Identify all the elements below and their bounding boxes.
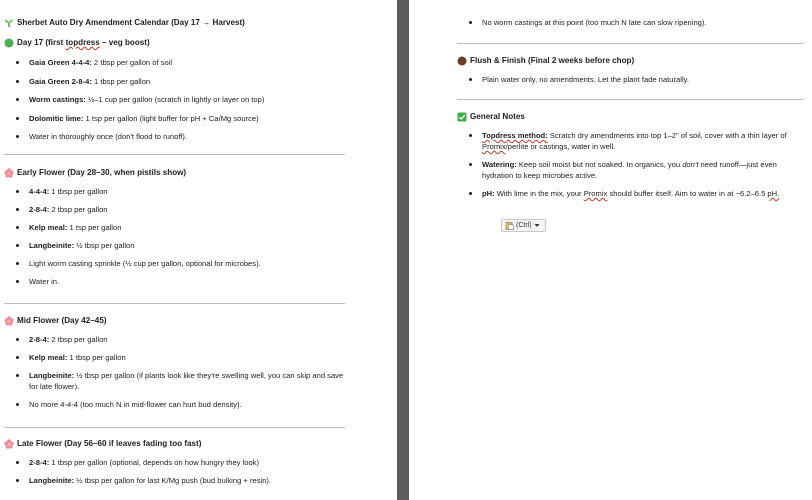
document-title [4, 17, 245, 29]
section-mid-flower [4, 315, 344, 410]
section-flush-list [457, 74, 807, 85]
list-item: Langbeinite: ½ tbsp per gallon [4, 240, 344, 251]
list-item: Langbeinite: ½ tbsp per gallon for last K/Mg push (bud bulking + resin). [4, 475, 344, 486]
list-item: Gaia Green 2-8-4: 1 tbsp per gallon [4, 76, 344, 87]
list-item: No worm castings at this point (too much N late can slow ripening). [457, 17, 807, 28]
chevron-down-icon [534, 223, 540, 228]
list-item: Watering: Keep soil moist but not soaked. In organics, you don't need runoff—just even hydration to keep microbes active. [457, 159, 807, 181]
check-box-icon [457, 112, 467, 122]
section-divider [4, 303, 345, 304]
paste-options-label: (Ctrl) [516, 222, 532, 229]
section-day17-list [4, 57, 344, 142]
heading-text: Day 17 (first topdress – veg boost) [17, 38, 150, 47]
page-gap [397, 0, 409, 500]
heading-text: Late Flower (Day 56–60 if leaves fading too fast) [17, 439, 202, 448]
list-item: 2-8-4: 2 tbsp per gallon [4, 204, 344, 215]
paste-options-button[interactable] [501, 219, 546, 232]
section-flush-heading [457, 55, 807, 67]
flower-icon [4, 316, 14, 326]
heading-text: Mid Flower (Day 42–45) [17, 316, 107, 325]
section-day17-heading [4, 37, 344, 49]
list-item: Langbeinite: ½ tbsp per gallon (if plants look like they're swelling well, you can skip and save for late flower). [4, 370, 344, 392]
list-item: pH: With lime in the mix, your Promix should buffer itself. Aim to water in at ~6.2–6.5 pH. [457, 188, 807, 199]
list-item: Water in thoroughly once (don't flood to runoff). [4, 131, 344, 142]
section-early-flower [4, 167, 344, 287]
heading-text: Early Flower (Day 28–30, when pistils show) [17, 168, 187, 177]
heading-text: Flush & Finish (Final 2 weeks before chop) [470, 56, 635, 65]
list-item: Light worm casting sprinkle (½ cup per gallon, optional for microbes). [4, 258, 344, 269]
list-item: No more 4-4-4 (too much N in mid-flower can hurt bud density). [4, 399, 344, 410]
flower-icon [4, 168, 14, 178]
list-item: Kelp meal: 1 tbsp per gallon [4, 352, 344, 363]
flower-icon [4, 439, 14, 449]
section-general-notes-heading [457, 111, 807, 123]
section-flush [457, 55, 807, 85]
list-item: 2-8-4: 1 tbsp per gallon (optional, depends on how hungry they look) [4, 457, 344, 468]
section-divider [457, 99, 804, 100]
document-page-left [0, 0, 397, 500]
section-general-notes-list [457, 130, 807, 199]
section-divider [4, 154, 345, 155]
heading-text: General Notes [470, 112, 525, 121]
list-item: Dolomitic lime: 1 tsp per gallon (light buffer for pH + Ca/Mg source) [4, 113, 344, 124]
section-general-notes [457, 111, 807, 199]
seedling-icon [4, 18, 14, 28]
list-item: Kelp meal: 1 tsp per gallon [4, 222, 344, 233]
section-late-flower-heading [4, 438, 344, 450]
green-circle-icon [4, 38, 14, 48]
section-early-flower-list [4, 186, 344, 287]
section-late-flower-list [4, 457, 344, 486]
list-item: 4-4-4: 1 tbsp per gallon [4, 186, 344, 197]
list-item: Topdress method: Scratch dry amendments into top 1–2" of soil, cover with a thin layer of Promix/perlite or castings, water in well. [457, 130, 807, 152]
list-item: Plain water only, no amendments. Let the plant fade naturally. [457, 74, 807, 85]
section-late-flower [4, 438, 344, 486]
section-divider [457, 43, 804, 44]
section-divider [4, 427, 345, 428]
section-early-flower-heading [4, 167, 344, 179]
section-day17 [4, 37, 344, 142]
document-title-text: Sherbet Auto Dry Amendment Calendar (Day 17 → Harvest) [17, 18, 245, 27]
list-item: Gaia Green 4-4-4: 2 tbsp per gallon of soil [4, 57, 344, 68]
clipboard-icon [505, 221, 514, 230]
list-item: Water in. [4, 276, 344, 287]
brown-circle-icon [457, 56, 467, 66]
section-mid-flower-heading [4, 315, 344, 327]
section-mid-flower-list [4, 334, 344, 410]
list-item: 2-8-4: 2 tbsp per gallon [4, 334, 344, 345]
document-page-right [409, 0, 812, 500]
continued-list [457, 17, 807, 28]
list-item: Worm castings: ½–1 cup per gallon (scratch in lightly or layer on top) [4, 94, 344, 105]
